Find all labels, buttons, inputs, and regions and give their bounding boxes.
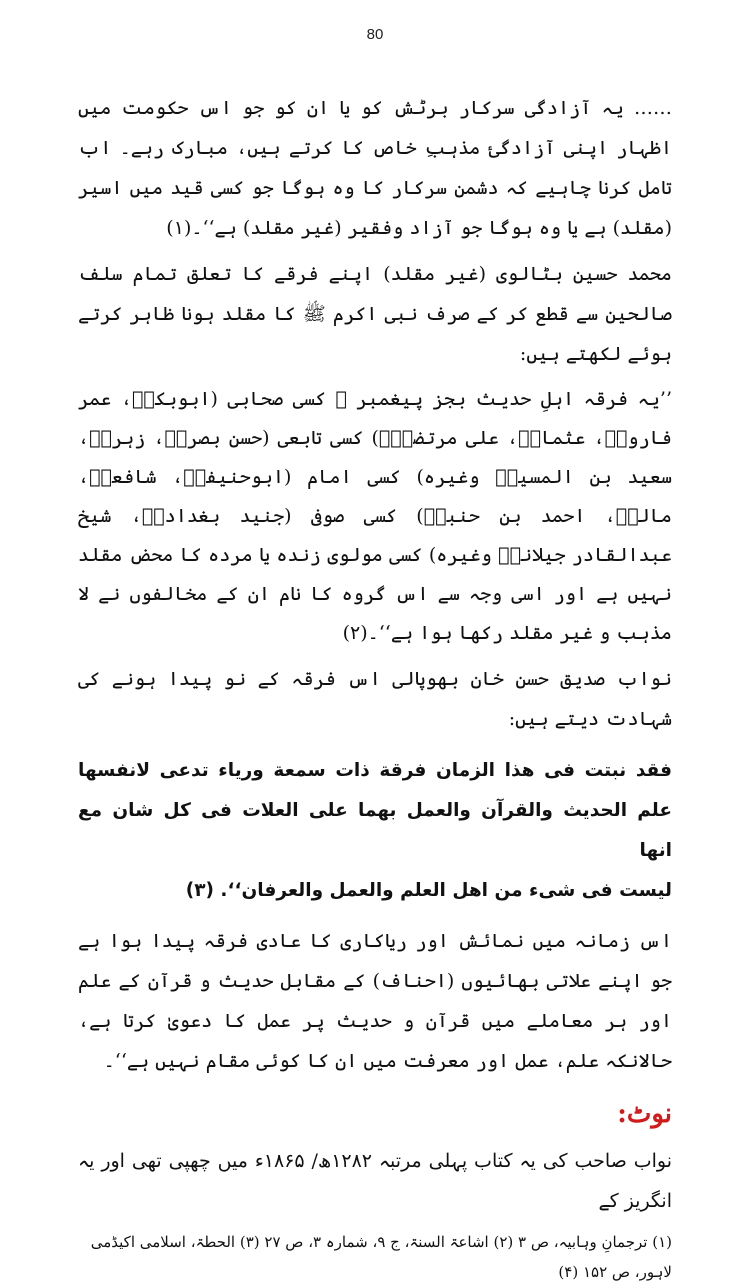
page-number: 80 xyxy=(366,26,384,43)
arabic-quote-last-line: ليست فی شیء من اهل العلم والعمل والعرفان‘‘. (۳) xyxy=(185,880,672,901)
page-content xyxy=(78,88,672,1287)
arabic-quote-main: فقد نبتت فی ھذا الزمان فرقة ذات سمعة ورياء تدعی لانفسها علم الحديث والقرآن والعمل بهما علی العلات فی كل شان مع انها xyxy=(78,760,672,861)
paragraph-2: محمد حسین بٹالوی (غیر مقلد) اپنے فرقے کا تعلق تمام سلف صالحین سے قطع کر کے صرف نبی اکرم ﷺ کا مقلد ہونا ظاہر کرتے ہوئے لکھتے ہیں: xyxy=(78,263,672,365)
paragraph-6: نواب صاحب کی یہ کتاب پہلی مرتبہ ۱۲۸۲ھ/ ۱۸۶۵ء میں چھپی تھی اور یہ انگریز کے xyxy=(78,1150,672,1212)
footnotes: (۱) ترجمانِ وہابیہ، ص ۳ (۲) اشاعۃ السنۃ، ج ۹، شمارہ ۳، ص ۲۷ (۳) الحطۃ، اسلامی اکیڈمی لاہور، ص ۱۵۲ (۴) xyxy=(90,1233,672,1281)
paragraph-4: نواب صدیق حسن خان بھوپالی اس فرقہ کے نو پیدا ہونے کی شہادت دیتے ہیں: xyxy=(78,668,672,730)
note-heading: نوٹ: xyxy=(617,1099,672,1129)
paragraph-3-quote: ’’یہ فرقہ اہلِ حدیث بجز پیغمبر ﷺ کسی صحابی (ابوبکرؓ، عمر فاروقؓ، عثمانؓ، علی مرتضیٰؓ) کسی تابعی (حسن بصریؒ، زہریؒ، سعید بن المسیبؒ وغیرہ) کسی امام (ابوحنیفہؒ، شافعیؒ، مالکؒ، احمد بن حنبلؒ) کسی صوفی (جنید بغدادیؒ، شیخ عبدالقادر جیلانیؒ وغیرہ) کسی مولوی زندہ یا مردہ کا محض مقلد نہیں ہے اور اسی وجہ سے اس گروہ کا نام ان کے مخالفوں نے لا مذہب و غیر مقلد رکھا ہوا ہے‘‘۔(۲) xyxy=(78,388,672,644)
paragraph-5-translation: اس زمانہ میں نمائش اور ریاکاری کا عادی فرقہ پیدا ہوا ہے جو اپنے علاتی بھائیوں (احناف) کے مقابل حدیث و قرآن کے علم اور ہر معاملے میں قرآن و حدیث پر عمل کا دعویٰ کرتا ہے، حالانکہ علم، عمل اور معرفت میں ان کا کوئی مقام نہیں ہے‘‘۔ xyxy=(78,930,672,1072)
paragraph-1: …… یہ آزادگی سرکار برٹش کو یا ان کو جو اس حکومت میں اظہار اپنی آزادگیٔ مذہبِ خاص کا کرتے ہیں، مبارک رہے۔ اب تامل کرنا چاہیے کہ دشمن سرکار کا وہ ہوگا جو کسی قید میں اسیر (مقلد) ہے یا وہ ہوگا جو آزاد وفقیر (غیر مقلد) ہے‘‘۔(۱) xyxy=(78,97,672,239)
arabic-quote xyxy=(78,751,672,911)
